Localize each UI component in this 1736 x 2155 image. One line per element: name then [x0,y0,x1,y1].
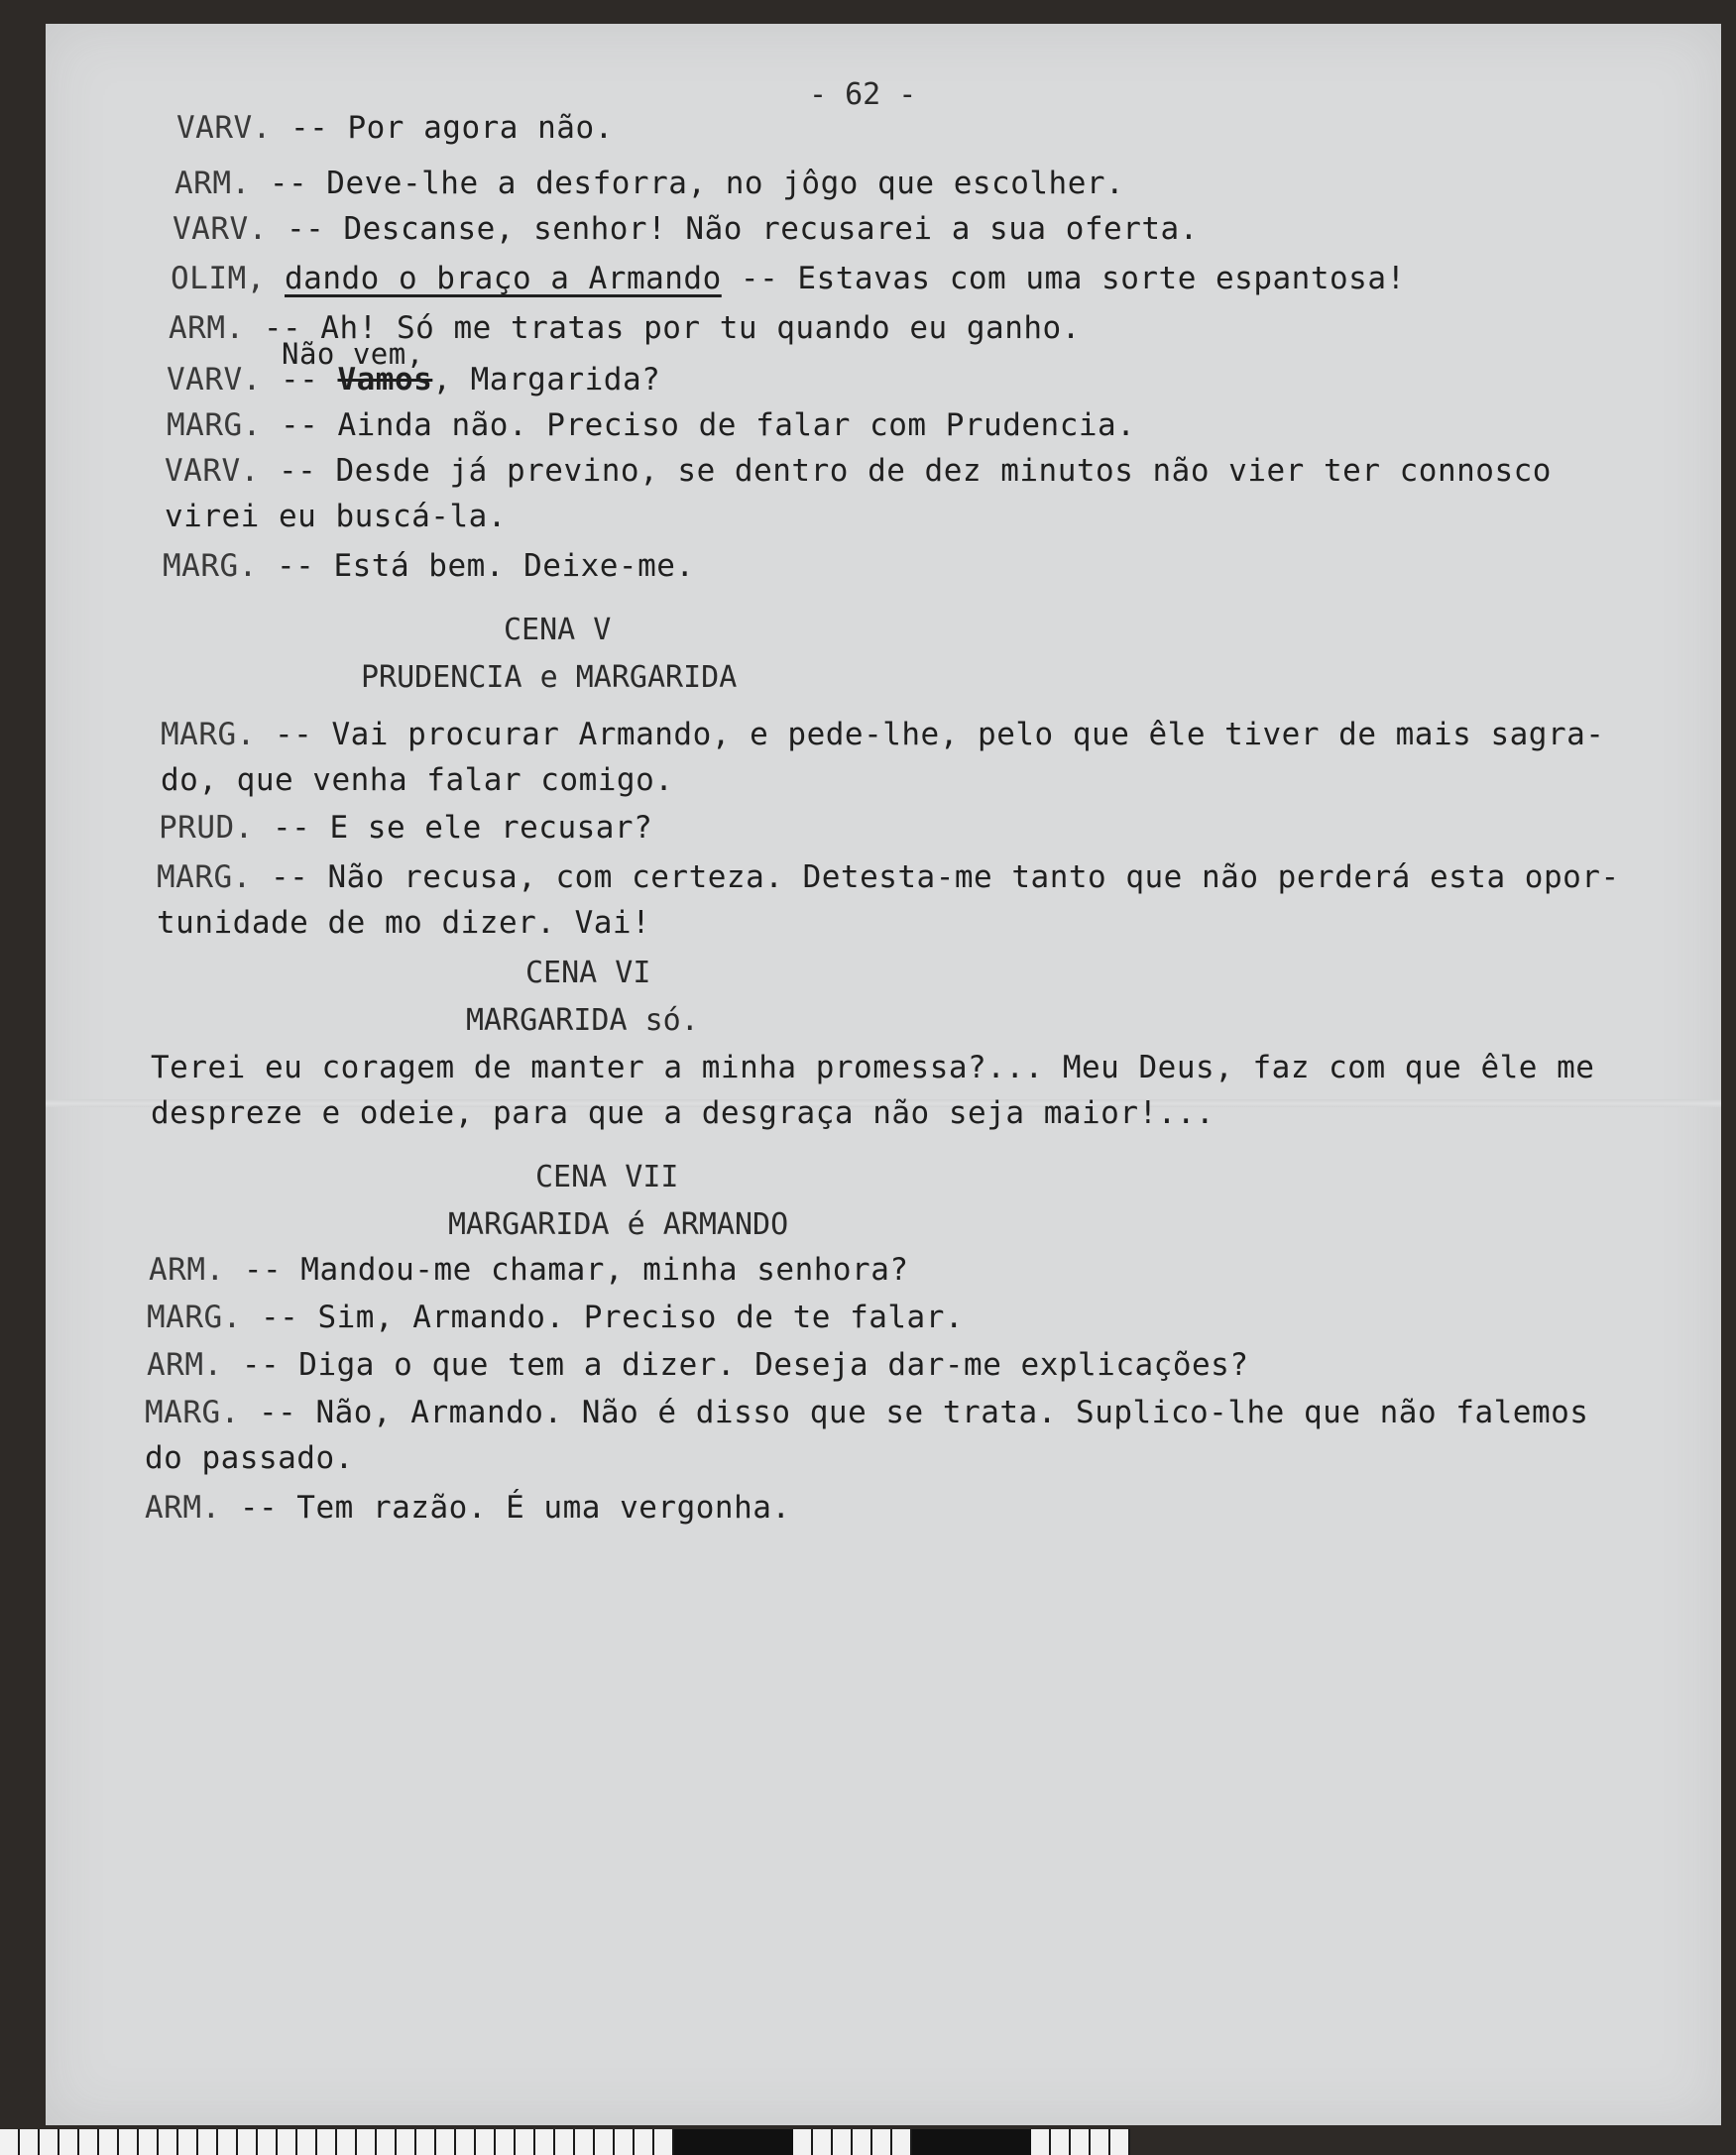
dialogue-text: do passado. [145,1440,354,1476]
monologue-line [151,1051,1594,1084]
scene-heading: CENA VI [525,956,651,990]
dialogue-line [174,167,1124,200]
speaker: VARV. [167,362,262,397]
speaker: VARV. [173,211,268,247]
typewritten-page [46,24,1721,2125]
speaker: VARV. [176,110,272,146]
dialogue-text: -- Estavas com uma sorte espantosa! [721,261,1406,296]
speaker: MARG. [161,717,256,752]
dialogue-text: Não vem, [282,337,424,371]
dialogue-line [159,811,652,845]
scene-heading: CENA V [504,613,612,647]
dialogue-text: -- Vai procurar Armando, e pede-lhe, pelo que êle tiver de mais sagra- [255,717,1605,752]
dialogue-line [157,860,1620,894]
speaker: ARM. [169,310,245,346]
dialogue-text: -- Diga o que tem a dizer. Deseja dar-me explicações? [222,1347,1249,1383]
dialogue-text: tunidade de mo dizer. Vai! [157,905,651,941]
dialogue-line [173,212,1199,246]
dialogue-text: -- Mandou-me chamar, minha senhora? [224,1252,909,1288]
speaker: MARG. [163,548,258,584]
dialogue-line [147,1301,964,1334]
dialogue-line [145,1396,1588,1429]
dialogue-line [145,1491,791,1525]
dialogue-line [149,1253,909,1287]
dialogue-line [161,763,673,797]
dialogue-text: -- Não recusa, com certeza. Detesta-me tanto que não perderá esta opor- [251,859,1620,895]
dialogue-line [161,718,1604,751]
scale-ruler [0,2129,1130,2155]
page-number: - 62 - [809,77,917,112]
speaker: ARM. [149,1252,225,1288]
dialogue-line [145,1441,354,1475]
speaker: VARV. [165,453,260,489]
dialogue-text: -- Ainda não. Preciso de falar com Prudencia. [261,407,1136,443]
speaker: ARM. [147,1347,223,1383]
dialogue-text: -- Tem razão. É uma vergonha. [220,1490,791,1526]
monologue-line [151,1096,1215,1130]
dialogue-line [167,363,660,397]
dialogue-text: -- Ah! Só me tratas por tu quando eu ganho. [244,310,1081,346]
dialogue-line [157,906,650,940]
speaker: MARG. [167,407,262,443]
dialogue-text: -- Sim, Armando. Preciso de te falar. [241,1300,965,1335]
dialogue-line [167,408,1135,442]
dialogue-text: despreze e odeie, para que a desgraça não seja maior!... [151,1095,1215,1131]
dialogue-text: Terei eu coragem de manter a minha promessa?... Meu Deus, faz com que êle me [151,1050,1595,1085]
dialogue-line [147,1348,1249,1382]
dialogue-text: , Margarida? [432,362,661,397]
dialogue-text: -- [261,362,338,397]
speaker: ARM. [145,1490,221,1526]
dialogue-line [176,111,614,145]
speaker: MARG. [145,1395,240,1430]
dialogue-text: -- E se ele recusar? [253,810,653,846]
dialogue-line [171,262,1406,295]
speaker: ARM. [174,166,251,201]
speaker: MARG. [147,1300,242,1335]
dialogue-text: -- Deve-lhe a desforra, no jôgo que escolher. [250,166,1125,201]
scene-characters: PRUDENCIA e MARGARIDA [361,660,738,695]
dialogue-text: -- Desde já previno, se dentro de dez minutos não vier ter connosco [259,453,1552,489]
dialogue-text: virei eu buscá-la. [165,499,507,534]
scene-heading: CENA VII [535,1160,679,1194]
speaker: OLIM, [171,261,266,296]
dialogue-line [165,454,1552,488]
speaker: PRUD. [159,810,254,846]
dialogue-text: -- Está bem. Deixe-me. [257,548,695,584]
struck-word: Vamos [337,362,433,397]
dialogue-text: -- Descanse, senhor! Não recusarei a sua oferta. [267,211,1199,247]
dialogue-text: -- Por agora não. [271,110,614,146]
dialogue-line [163,549,695,583]
dialogue-text: -- Não, Armando. Não é disso que se trata. Suplico-lhe que não falemos [239,1395,1589,1430]
scene-characters: MARGARIDA só. [466,1003,699,1038]
stage-direction: dando o braço a Armando [285,261,722,296]
speaker: MARG. [157,859,252,895]
dialogue-text: do, que venha falar comigo. [161,762,674,798]
scene-characters: MARGARIDA é ARMANDO [448,1207,789,1242]
dialogue-line [165,500,507,533]
